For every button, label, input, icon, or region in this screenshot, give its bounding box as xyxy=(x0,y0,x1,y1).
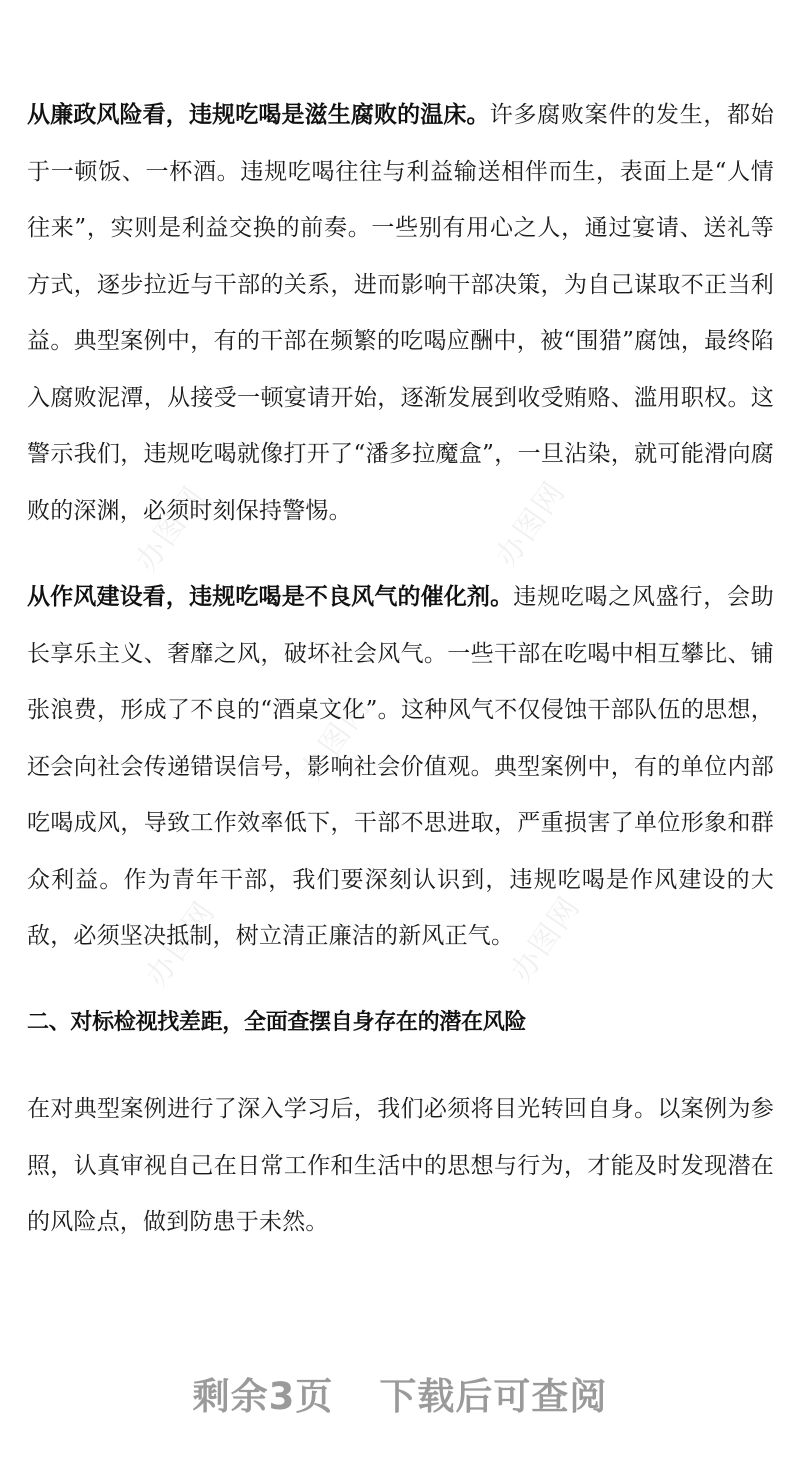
paragraph-text: 在对典型案例进行了深入学习后，我们必须将目光转回自身。以案例为参照，认真审视自己在日常工作和生活中的思想与行为，才能及时发现潜在的风险点，做到防患于未然。 xyxy=(27,1096,774,1235)
paragraph-integrity-risk xyxy=(27,87,774,539)
watermark: 办图网 xyxy=(139,894,223,994)
paragraph-lead-bold: 从廉政风险看，违规吃喝是滋生腐败的温床。 xyxy=(27,102,490,128)
remaining-pages-label[interactable]: 剩余3页 xyxy=(192,1375,334,1418)
watermark: 办图网 xyxy=(489,474,573,574)
paragraph-text: 违规吃喝之风盛行，会助长享乐主义、奢靡之风，破坏社会风气。一些干部在吃喝中相互攀比、铺张浪费，形成了不良的“酒桌文化”。这种风气不仅侵蚀干部队伍的思想，还会向社会传递错误信号，影响社会价值观。典型案例中，有的单位内部吃喝成风，导致工作效率低下，干部不思进取，严重损害了单位形象和群众利益。作为青年干部，我们要深刻认识到，违规吃喝是作风建设的大敌，必须坚决抵制，树立清正廉洁的新风正气。 xyxy=(27,584,774,949)
watermark: 办图网 xyxy=(294,689,378,789)
paragraph-work-style xyxy=(27,569,774,965)
watermark: 办图网 xyxy=(129,479,213,579)
document-body xyxy=(27,87,774,1251)
paragraph-lead-bold: 从作风建设看，违规吃喝是不良风气的催化剂。 xyxy=(27,584,514,610)
download-prompt[interactable] xyxy=(0,1366,800,1420)
paragraph-self-review xyxy=(27,1081,774,1251)
section-heading: 二、对标检视找差距，全面查摆自身存在的潜在风险 xyxy=(27,1009,527,1035)
download-to-view-label[interactable]: 下载后可查阅 xyxy=(379,1375,608,1418)
paragraph-text: 许多腐败案件的发生，都始于一顿饭、一杯酒。违规吃喝往往与利益输送相伴而生，表面上是“人情往来”，实则是利益交换的前奏。一些别有用心之人，通过宴请、送礼等方式，逐步拉近与干部的关系，进而影响干部决策，为自己谋取不正当利益。典型案例中，有的干部在频繁的吃喝应酬中，被“围猎”腐蚀，最终陷入腐败泥潭，从接受一顿宴请开始，逐渐发展到收受贿赂、滥用职权。这警示我们，违规吃喝就像打开了“潘多拉魔盒”，一旦沾染，就可能滑向腐败的深渊，必须时刻保持警惕。 xyxy=(27,102,774,524)
watermark: 办图网 xyxy=(504,889,588,989)
